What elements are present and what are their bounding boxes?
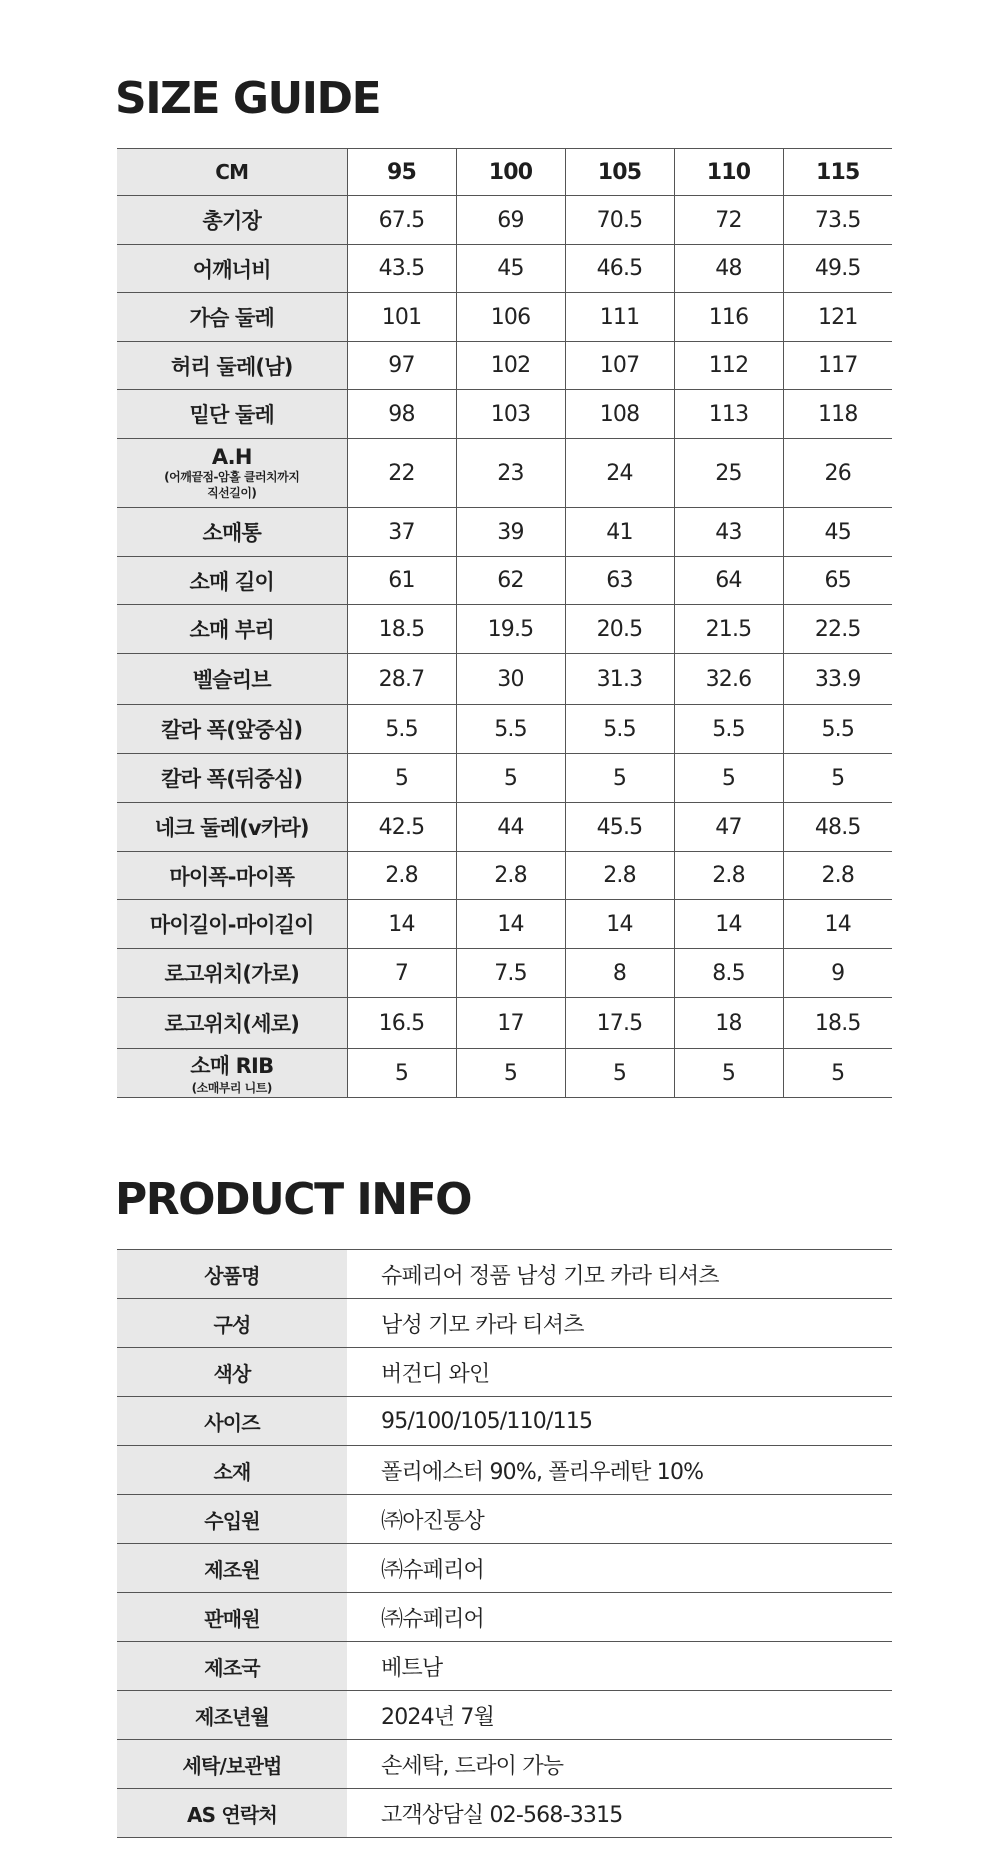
- info-label: 제조년월: [117, 1691, 347, 1740]
- size-value-cell: 64: [674, 557, 783, 605]
- size-value-cell: 18.5: [783, 998, 892, 1049]
- measure-note: (소매부리 니트): [191, 1081, 272, 1095]
- size-value-cell: 2.8: [565, 852, 674, 900]
- size-value-cell: 47: [674, 803, 783, 852]
- info-row: [117, 1642, 892, 1691]
- size-row: [117, 949, 892, 998]
- size-value-cell: 8: [565, 949, 674, 998]
- info-value: ㈜슈페리어: [347, 1544, 892, 1593]
- size-value-cell: 22: [347, 439, 456, 508]
- size-value-cell: 42.5: [347, 803, 456, 852]
- size-value-cell: 97: [347, 342, 456, 390]
- size-value-cell: 24: [565, 439, 674, 508]
- measure-name: 로고위치(가로): [164, 962, 299, 986]
- size-row-label: [117, 605, 347, 654]
- size-value-cell: 112: [674, 342, 783, 390]
- size-value-cell: 5: [783, 1049, 892, 1098]
- size-header-row: [117, 149, 892, 196]
- size-row: [117, 998, 892, 1049]
- size-value-cell: 106: [456, 293, 565, 342]
- info-row: [117, 1495, 892, 1544]
- measure-name: 총기장: [202, 209, 261, 233]
- size-header-100: 100: [456, 149, 565, 196]
- size-row-label: [117, 705, 347, 754]
- size-row-label: [117, 803, 347, 852]
- size-value-cell: 7: [347, 949, 456, 998]
- size-row-label: [117, 508, 347, 557]
- size-value-cell: 18.5: [347, 605, 456, 654]
- size-row: [117, 605, 892, 654]
- size-header-115: 115: [783, 149, 892, 196]
- size-value-cell: 113: [674, 390, 783, 439]
- size-row: [117, 196, 892, 245]
- size-value-cell: 39: [456, 508, 565, 557]
- info-row: [117, 1740, 892, 1789]
- size-row-label: [117, 1049, 347, 1098]
- info-row: [117, 1691, 892, 1740]
- size-value-cell: 8.5: [674, 949, 783, 998]
- size-value-cell: 43: [674, 508, 783, 557]
- size-value-cell: 101: [347, 293, 456, 342]
- info-label: 수입원: [117, 1495, 347, 1544]
- size-row: [117, 293, 892, 342]
- size-value-cell: 5.5: [565, 705, 674, 754]
- size-value-cell: 5: [456, 1049, 565, 1098]
- size-value-cell: 14: [783, 900, 892, 949]
- size-value-cell: 102: [456, 342, 565, 390]
- info-row: [117, 1789, 892, 1838]
- size-value-cell: 5.5: [456, 705, 565, 754]
- size-value-cell: 33.9: [783, 654, 892, 705]
- info-row: [117, 1250, 892, 1299]
- product-info-title: PRODUCT INFO: [115, 1174, 472, 1225]
- size-row: [117, 439, 892, 508]
- size-value-cell: 103: [456, 390, 565, 439]
- info-row: [117, 1446, 892, 1495]
- size-value-cell: 5: [783, 754, 892, 803]
- size-value-cell: 20.5: [565, 605, 674, 654]
- info-label: 색상: [117, 1348, 347, 1397]
- size-value-cell: 46.5: [565, 245, 674, 293]
- info-label: AS 연락처: [117, 1789, 347, 1838]
- info-row: [117, 1544, 892, 1593]
- measure-name: 가슴 둘레: [189, 306, 274, 330]
- size-value-cell: 5: [674, 1049, 783, 1098]
- size-value-cell: 22.5: [783, 605, 892, 654]
- size-value-cell: 2.8: [783, 852, 892, 900]
- info-value: 베트남: [347, 1642, 892, 1691]
- size-value-cell: 43.5: [347, 245, 456, 293]
- size-row-label: [117, 557, 347, 605]
- size-row: [117, 1049, 892, 1098]
- size-value-cell: 63: [565, 557, 674, 605]
- measure-name: 허리 둘레(남): [170, 354, 293, 379]
- size-value-cell: 5: [565, 754, 674, 803]
- size-row-label: [117, 245, 347, 293]
- size-row: [117, 342, 892, 390]
- size-row: [117, 852, 892, 900]
- info-value: 슈페리어 정품 남성 기모 카라 티셔츠: [347, 1250, 892, 1299]
- size-value-cell: 5: [347, 1049, 456, 1098]
- size-value-cell: 2.8: [674, 852, 783, 900]
- size-value-cell: 7.5: [456, 949, 565, 998]
- size-value-cell: 2.8: [456, 852, 565, 900]
- info-value: 2024년 7월: [347, 1691, 892, 1740]
- measure-name: 칼라 폭(앞중심): [161, 718, 303, 742]
- size-value-cell: 32.6: [674, 654, 783, 705]
- product-info-table: [117, 1249, 892, 1838]
- size-value-cell: 61: [347, 557, 456, 605]
- size-row: [117, 705, 892, 754]
- size-row-label: [117, 949, 347, 998]
- info-row: [117, 1397, 892, 1446]
- size-value-cell: 98: [347, 390, 456, 439]
- info-row: [117, 1348, 892, 1397]
- info-label: 구성: [117, 1299, 347, 1348]
- info-value: 95/100/105/110/115: [347, 1397, 892, 1446]
- info-value: 남성 기모 카라 티셔츠: [347, 1299, 892, 1348]
- size-row: [117, 803, 892, 852]
- size-value-cell: 48.5: [783, 803, 892, 852]
- size-row-label: [117, 654, 347, 705]
- measure-name: 어깨너비: [192, 257, 271, 282]
- size-row-label: [117, 998, 347, 1049]
- info-label: 세탁/보관법: [117, 1740, 347, 1789]
- size-value-cell: 5.5: [347, 705, 456, 754]
- size-header-110: 110: [674, 149, 783, 196]
- measure-note: (어깨끝점-암홀 클러치까지: [164, 470, 300, 484]
- size-row: [117, 654, 892, 705]
- size-value-cell: 44: [456, 803, 565, 852]
- info-value: 버건디 와인: [347, 1348, 892, 1397]
- size-value-cell: 121: [783, 293, 892, 342]
- size-value-cell: 14: [347, 900, 456, 949]
- size-value-cell: 41: [565, 508, 674, 557]
- size-value-cell: 18: [674, 998, 783, 1049]
- size-value-cell: 118: [783, 390, 892, 439]
- info-value: ㈜아진통상: [347, 1495, 892, 1544]
- size-value-cell: 16.5: [347, 998, 456, 1049]
- size-value-cell: 5: [347, 754, 456, 803]
- size-value-cell: 21.5: [674, 605, 783, 654]
- size-value-cell: 14: [565, 900, 674, 949]
- size-row: [117, 900, 892, 949]
- size-row: [117, 390, 892, 439]
- size-value-cell: 14: [456, 900, 565, 949]
- measure-name: 네크 둘레(v카라): [154, 816, 309, 840]
- size-value-cell: 37: [347, 508, 456, 557]
- size-value-cell: 111: [565, 293, 674, 342]
- size-value-cell: 67.5: [347, 196, 456, 245]
- size-row-label: [117, 293, 347, 342]
- info-row: [117, 1593, 892, 1642]
- size-value-cell: 2.8: [347, 852, 456, 900]
- measure-name: 벨슬리브: [192, 668, 271, 692]
- size-guide-title: SIZE GUIDE: [115, 73, 381, 124]
- size-row-label: [117, 196, 347, 245]
- size-value-cell: 5: [456, 754, 565, 803]
- info-label: 제조국: [117, 1642, 347, 1691]
- size-value-cell: 117: [783, 342, 892, 390]
- size-header-95: 95: [347, 149, 456, 196]
- size-row: [117, 245, 892, 293]
- measure-name: 소매 길이: [189, 569, 274, 594]
- size-value-cell: 72: [674, 196, 783, 245]
- size-value-cell: 116: [674, 293, 783, 342]
- info-value: ㈜슈페리어: [347, 1593, 892, 1642]
- size-value-cell: 5.5: [783, 705, 892, 754]
- size-value-cell: 107: [565, 342, 674, 390]
- size-value-cell: 23: [456, 439, 565, 508]
- size-value-cell: 5: [674, 754, 783, 803]
- size-value-cell: 70.5: [565, 196, 674, 245]
- size-value-cell: 31.3: [565, 654, 674, 705]
- info-label: 상품명: [117, 1250, 347, 1299]
- size-value-cell: 30: [456, 654, 565, 705]
- size-value-cell: 5.5: [674, 705, 783, 754]
- size-value-cell: 73.5: [783, 196, 892, 245]
- measure-name: 마이길이-마이길이: [149, 913, 314, 937]
- size-value-cell: 48: [674, 245, 783, 293]
- measure-note-line2: 직선길이): [207, 486, 257, 500]
- info-value: 고객상담실 02-568-3315: [347, 1789, 892, 1838]
- unit-header: CM: [117, 149, 347, 196]
- measure-name: A.H: [211, 445, 252, 469]
- measure-name: 소매 부리: [189, 618, 274, 642]
- size-value-cell: 25: [674, 439, 783, 508]
- size-value-cell: 5: [565, 1049, 674, 1098]
- size-row-label: [117, 900, 347, 949]
- size-value-cell: 28.7: [347, 654, 456, 705]
- size-value-cell: 17.5: [565, 998, 674, 1049]
- measure-name: 소매 RIB: [190, 1054, 274, 1078]
- size-value-cell: 9: [783, 949, 892, 998]
- measure-name: 칼라 폭(뒤중심): [161, 767, 303, 791]
- measure-name: 마이폭-마이폭: [169, 864, 295, 889]
- info-label: 제조원: [117, 1544, 347, 1593]
- size-row-label: [117, 754, 347, 803]
- info-label: 사이즈: [117, 1397, 347, 1446]
- size-value-cell: 45.5: [565, 803, 674, 852]
- info-value: 폴리에스터 90%, 폴리우레탄 10%: [347, 1446, 892, 1495]
- size-row: [117, 754, 892, 803]
- info-value: 손세탁, 드라이 가능: [347, 1740, 892, 1789]
- info-row: [117, 1299, 892, 1348]
- size-value-cell: 45: [783, 508, 892, 557]
- size-value-cell: 14: [674, 900, 783, 949]
- size-value-cell: 26: [783, 439, 892, 508]
- measure-name: 밑단 둘레: [189, 403, 274, 427]
- measure-name: 로고위치(세로): [164, 1012, 299, 1036]
- size-row-label: [117, 390, 347, 439]
- size-guide-table: [117, 148, 892, 1098]
- size-value-cell: 65: [783, 557, 892, 605]
- size-row: [117, 508, 892, 557]
- size-value-cell: 45: [456, 245, 565, 293]
- size-header-105: 105: [565, 149, 674, 196]
- size-value-cell: 108: [565, 390, 674, 439]
- info-label: 판매원: [117, 1593, 347, 1642]
- measure-name: 소매통: [202, 521, 261, 545]
- size-value-cell: 17: [456, 998, 565, 1049]
- size-value-cell: 19.5: [456, 605, 565, 654]
- info-label: 소재: [117, 1446, 347, 1495]
- size-value-cell: 49.5: [783, 245, 892, 293]
- size-value-cell: 62: [456, 557, 565, 605]
- size-row-label: [117, 852, 347, 900]
- size-value-cell: 69: [456, 196, 565, 245]
- size-row: [117, 557, 892, 605]
- size-row-label: [117, 439, 347, 508]
- size-row-label: [117, 342, 347, 390]
